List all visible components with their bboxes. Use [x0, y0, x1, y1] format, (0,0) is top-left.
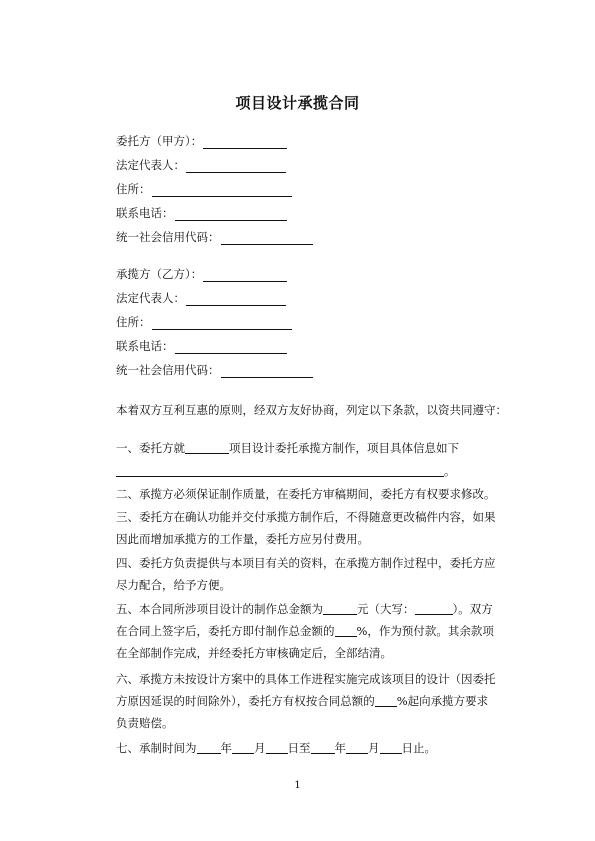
party-a-credit-blank[interactable]: [221, 230, 313, 245]
clause-5: [116, 598, 496, 664]
end-day-unit: 日止。: [401, 741, 436, 755]
start-day-unit: 日至: [287, 741, 311, 755]
end-month-blank[interactable]: [346, 739, 368, 754]
start-month-blank[interactable]: [232, 739, 254, 754]
document-title: 项目设计承揽合同: [235, 94, 360, 112]
clause-5-text-c: ）。双方在合同上签字后，委托方即付制作总金额的: [116, 602, 493, 638]
party-a-phone-label: 联系电话：: [116, 206, 174, 220]
party-a-blank[interactable]: [203, 134, 287, 149]
clause-1-project-blank[interactable]: [185, 439, 229, 454]
party-a-field: [116, 133, 287, 149]
party-a-rep-field: [116, 157, 286, 173]
party-b-address-label: 住所：: [116, 315, 151, 329]
party-b-field: [116, 266, 287, 282]
clause-5-text-b: 元（大写：: [357, 602, 415, 616]
party-b-credit-label: 统一社会信用代码：: [116, 363, 220, 377]
party-b-rep-label: 法定代表人：: [116, 291, 185, 305]
party-b-credit-field: [116, 362, 313, 378]
start-month-unit: 月: [254, 741, 266, 755]
party-a-address-field: [116, 181, 292, 197]
start-year-unit: 年: [220, 741, 232, 755]
clause-7: [116, 737, 436, 759]
party-b-phone-blank[interactable]: [175, 339, 287, 354]
party-a-address-label: 住所：: [116, 182, 151, 196]
party-b-label: 承揽方（乙方）：: [116, 267, 203, 281]
party-b-address-field: [116, 314, 292, 330]
party-a-rep-label: 法定代表人：: [116, 158, 185, 172]
clause-3: [116, 506, 496, 550]
clause-5-amount-words-blank[interactable]: [415, 600, 453, 615]
party-a-address-blank[interactable]: [152, 182, 292, 197]
clause-1-text-a: 一、委托方就: [116, 441, 185, 455]
clause-1-end: 。: [444, 464, 456, 478]
clause-6-text-b: %起向承揽方要求负责赔偿。: [116, 694, 489, 730]
start-day-blank[interactable]: [266, 739, 288, 754]
clause-6: [116, 668, 496, 734]
party-a-rep-blank[interactable]: [186, 158, 286, 173]
clause-7-text-a: 七、承制时间为: [116, 741, 197, 755]
clause-5-percent-blank[interactable]: [335, 622, 357, 637]
clause-5-amount-blank[interactable]: [323, 600, 357, 615]
party-b-address-blank[interactable]: [152, 315, 292, 330]
clause-2: 二、承揽方必须保证制作质量，在委托方审稿期间，委托方有权要求修改。: [116, 487, 496, 501]
clause-1-text-b: 项目设计委托承揽方制作，项目具体信息如下: [229, 441, 459, 455]
party-a-phone-field: [116, 205, 287, 221]
party-b-credit-blank[interactable]: [221, 363, 313, 378]
party-b-blank[interactable]: [203, 267, 287, 282]
clause-5-text-a: 五、本合同所涉项目设计的制作总金额为: [116, 602, 323, 616]
clause-6-text-a: 六、承揽方未按设计方案中的具体工作进程实施完成该项目的设计（因委托方原因延误的时间除外），委托方有权按合同总额的: [116, 672, 496, 708]
party-b-rep-field: [116, 290, 286, 306]
party-b-phone-label: 联系电话：: [116, 339, 174, 353]
end-year-blank[interactable]: [311, 739, 335, 754]
clause-4-text: 四、委托方负责提供与本项目有关的资料，在承揽方制作过程中，委托方应尽力配合，给予方便。: [116, 556, 496, 592]
start-year-blank[interactable]: [197, 739, 221, 754]
clause-1: [116, 437, 459, 459]
clause-1-info-line: [116, 460, 456, 482]
end-year-unit: 年: [334, 741, 346, 755]
clause-3-text: 三、委托方在确认功能并交付承揽方制作后，不得随意更改稿件内容，如果因此而增加承揽方的工作量，委托方应另付费用。: [116, 510, 496, 546]
clause-1-info-blank[interactable]: [116, 462, 444, 477]
party-a-credit-field: [116, 229, 313, 245]
clause-4: [116, 552, 496, 596]
end-month-unit: 月: [368, 741, 380, 755]
party-a-label: 委托方（甲方）：: [116, 134, 203, 148]
clause-6-percent-blank[interactable]: [375, 692, 397, 707]
party-b-phone-field: [116, 338, 287, 354]
party-a-credit-label: 统一社会信用代码：: [116, 230, 220, 244]
party-a-phone-blank[interactable]: [175, 206, 287, 221]
intro-paragraph: 本着双方互利互惠的原则，经双方友好协商，列定以下条款，以资共同遵守：: [116, 403, 507, 417]
clause-5-text-d: %，作为预付款。其余款项在全部制作完成，并经委托方审核确定后，全部结清。: [116, 624, 494, 660]
page-number: 1: [294, 780, 301, 791]
party-b-rep-blank[interactable]: [186, 291, 286, 306]
end-day-blank[interactable]: [380, 739, 402, 754]
